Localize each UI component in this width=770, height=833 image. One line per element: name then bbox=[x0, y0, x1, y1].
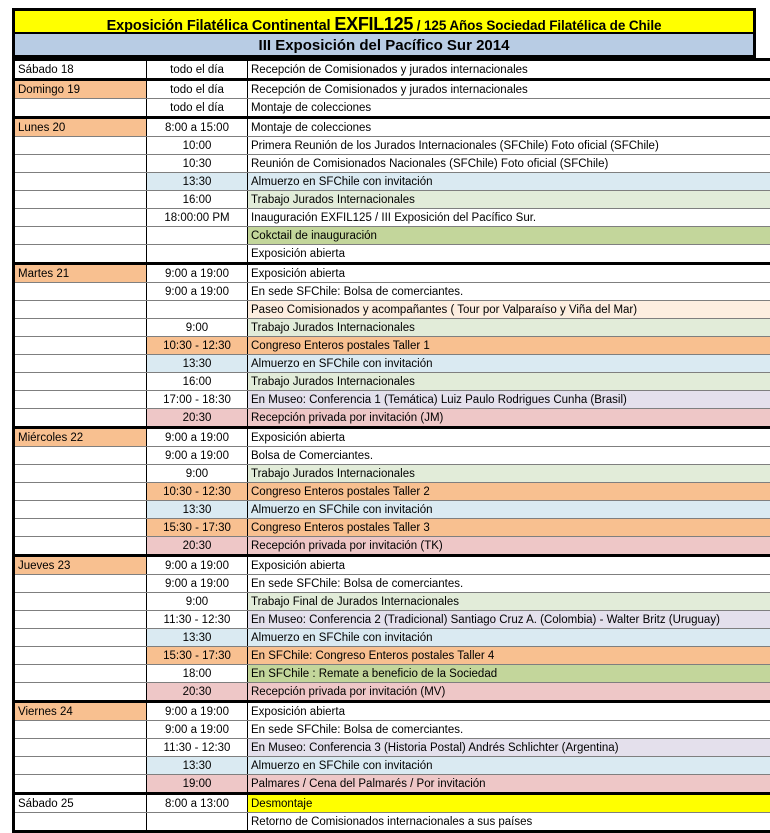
time-cell: 9:00 a 19:00 bbox=[147, 556, 248, 575]
table-row bbox=[14, 428, 770, 447]
day-cell bbox=[14, 593, 147, 611]
event-title-part1: Exposición Filatélica Continental bbox=[107, 18, 335, 34]
time-cell: 9:00 a 19:00 bbox=[147, 447, 248, 465]
day-cell bbox=[14, 227, 147, 245]
table-row bbox=[14, 373, 770, 391]
day-cell bbox=[14, 137, 147, 155]
day-cell bbox=[14, 683, 147, 702]
event-title-part2: / 125 Años Sociedad Filatélica de Chile bbox=[413, 18, 661, 33]
description-cell: Congreso Enteros postales Taller 3 bbox=[248, 519, 770, 537]
table-row bbox=[14, 60, 770, 80]
description-cell: Inauguración EXFIL125 / III Exposición del Pacífico Sur. bbox=[248, 209, 770, 227]
table-row bbox=[14, 611, 770, 629]
time-cell: 18:00:00 PM bbox=[147, 209, 248, 227]
description-cell: Exposición abierta bbox=[248, 245, 770, 264]
description-cell: Reunión de Comisionados Nacionales (SFChile) Foto oficial (SFChile) bbox=[248, 155, 770, 173]
description-cell: Almuerzo en SFChile con invitación bbox=[248, 501, 770, 519]
description-cell: Desmontaje bbox=[248, 794, 770, 813]
day-cell: Jueves 23 bbox=[14, 556, 147, 575]
description-cell: Montaje de colecciones bbox=[248, 99, 770, 118]
schedule-table-body bbox=[14, 60, 770, 832]
day-cell: Martes 21 bbox=[14, 264, 147, 283]
day-cell bbox=[14, 245, 147, 264]
time-cell: 11:30 - 12:30 bbox=[147, 739, 248, 757]
description-cell: Primera Reunión de los Jurados Internacionales (SFChile) Foto oficial (SFChile) bbox=[248, 137, 770, 155]
time-cell: 9:00 a 19:00 bbox=[147, 428, 248, 447]
description-cell: En Museo: Conferencia 2 (Tradicional) Santiago Cruz A. (Colombia) - Walter Britz (Uruguay) bbox=[248, 611, 770, 629]
time-cell: 8:00 a 15:00 bbox=[147, 118, 248, 137]
time-cell: 9:00 a 19:00 bbox=[147, 264, 248, 283]
table-row bbox=[14, 556, 770, 575]
description-cell: Trabajo Final de Jurados Internacionales bbox=[248, 593, 770, 611]
description-cell: Congreso Enteros postales Taller 2 bbox=[248, 483, 770, 501]
table-row bbox=[14, 283, 770, 301]
table-row bbox=[14, 391, 770, 409]
time-cell: 16:00 bbox=[147, 191, 248, 209]
time-cell: 10:30 - 12:30 bbox=[147, 337, 248, 355]
event-title-banner bbox=[12, 8, 756, 34]
table-row bbox=[14, 757, 770, 775]
time-cell: 15:30 - 17:30 bbox=[147, 647, 248, 665]
description-cell: Recepción privada por invitación (JM) bbox=[248, 409, 770, 428]
table-row bbox=[14, 264, 770, 283]
description-cell: En Museo: Conferencia 1 (Temática) Luiz Paulo Rodrigues Cunha (Brasil) bbox=[248, 391, 770, 409]
time-cell: 13:30 bbox=[147, 355, 248, 373]
description-cell: En SFChile : Remate a beneficio de la Sociedad bbox=[248, 665, 770, 683]
time-cell bbox=[147, 813, 248, 832]
table-row bbox=[14, 137, 770, 155]
time-cell: 10:30 - 12:30 bbox=[147, 483, 248, 501]
description-cell: Almuerzo en SFChile con invitación bbox=[248, 757, 770, 775]
day-cell bbox=[14, 99, 147, 118]
day-cell bbox=[14, 647, 147, 665]
day-cell bbox=[14, 629, 147, 647]
table-row bbox=[14, 519, 770, 537]
day-cell bbox=[14, 611, 147, 629]
day-cell bbox=[14, 447, 147, 465]
table-row bbox=[14, 775, 770, 794]
description-cell: Retorno de Comisionados internacionales a sus países bbox=[248, 813, 770, 832]
time-cell: 9:00 bbox=[147, 593, 248, 611]
description-cell: Recepción privada por invitación (MV) bbox=[248, 683, 770, 702]
day-cell: Domingo 19 bbox=[14, 80, 147, 99]
time-cell: 19:00 bbox=[147, 775, 248, 794]
description-cell: En sede SFChile: Bolsa de comerciantes. bbox=[248, 721, 770, 739]
description-cell: Congreso Enteros postales Taller 1 bbox=[248, 337, 770, 355]
description-cell: En SFChile: Congreso Enteros postales Taller 4 bbox=[248, 647, 770, 665]
time-cell: 15:30 - 17:30 bbox=[147, 519, 248, 537]
day-cell bbox=[14, 409, 147, 428]
time-cell: 20:30 bbox=[147, 683, 248, 702]
table-row bbox=[14, 173, 770, 191]
table-row bbox=[14, 99, 770, 118]
table-row bbox=[14, 647, 770, 665]
time-cell: 8:00 a 13:00 bbox=[147, 794, 248, 813]
table-row bbox=[14, 501, 770, 519]
day-cell bbox=[14, 575, 147, 593]
table-row bbox=[14, 227, 770, 245]
table-row bbox=[14, 683, 770, 702]
day-cell bbox=[14, 373, 147, 391]
time-cell: 13:30 bbox=[147, 757, 248, 775]
table-row bbox=[14, 337, 770, 355]
day-cell bbox=[14, 191, 147, 209]
description-cell: En sede SFChile: Bolsa de comerciantes. bbox=[248, 575, 770, 593]
time-cell: 13:30 bbox=[147, 173, 248, 191]
table-row bbox=[14, 665, 770, 683]
day-cell: Sábado 18 bbox=[14, 60, 147, 80]
description-cell: Almuerzo en SFChile con invitación bbox=[248, 355, 770, 373]
description-cell: Palmares / Cena del Palmarés / Por invitación bbox=[248, 775, 770, 794]
table-row bbox=[14, 409, 770, 428]
table-row bbox=[14, 721, 770, 739]
description-cell: Cokctail de inauguración bbox=[248, 227, 770, 245]
day-cell: Miércoles 22 bbox=[14, 428, 147, 447]
description-cell: Recepción de Comisionados y jurados internacionales bbox=[248, 60, 770, 80]
table-row bbox=[14, 245, 770, 264]
time-cell: 9:00 bbox=[147, 319, 248, 337]
description-cell: Trabajo Jurados Internacionales bbox=[248, 319, 770, 337]
day-cell bbox=[14, 813, 147, 832]
exposition-schedule bbox=[12, 8, 756, 833]
day-cell bbox=[14, 465, 147, 483]
table-row bbox=[14, 629, 770, 647]
time-cell: 9:00 a 19:00 bbox=[147, 702, 248, 721]
description-cell: Trabajo Jurados Internacionales bbox=[248, 465, 770, 483]
table-row bbox=[14, 209, 770, 227]
time-cell: 17:00 - 18:30 bbox=[147, 391, 248, 409]
description-cell: Paseo Comisionados y acompañantes ( Tour por Valparaíso y Viña del Mar) bbox=[248, 301, 770, 319]
table-row bbox=[14, 191, 770, 209]
day-cell bbox=[14, 283, 147, 301]
event-subtitle: III Exposición del Pacífico Sur 2014 bbox=[259, 37, 510, 54]
time-cell bbox=[147, 245, 248, 264]
description-cell: Recepción de Comisionados y jurados internacionales bbox=[248, 80, 770, 99]
table-row bbox=[14, 447, 770, 465]
day-cell: Viernes 24 bbox=[14, 702, 147, 721]
time-cell: 11:30 - 12:30 bbox=[147, 611, 248, 629]
day-cell bbox=[14, 519, 147, 537]
description-cell: En Museo: Conferencia 3 (Historia Postal) Andrés Schlichter (Argentina) bbox=[248, 739, 770, 757]
table-row bbox=[14, 739, 770, 757]
day-cell bbox=[14, 319, 147, 337]
day-cell bbox=[14, 537, 147, 556]
description-cell: Bolsa de Comerciantes. bbox=[248, 447, 770, 465]
day-cell bbox=[14, 337, 147, 355]
description-cell: Exposición abierta bbox=[248, 702, 770, 721]
day-cell bbox=[14, 501, 147, 519]
description-cell: Exposición abierta bbox=[248, 428, 770, 447]
day-cell: Lunes 20 bbox=[14, 118, 147, 137]
table-row bbox=[14, 301, 770, 319]
time-cell: todo el día bbox=[147, 80, 248, 99]
description-cell: En sede SFChile: Bolsa de comerciantes. bbox=[248, 283, 770, 301]
table-row bbox=[14, 355, 770, 373]
time-cell bbox=[147, 227, 248, 245]
day-cell bbox=[14, 721, 147, 739]
time-cell: 9:00 a 19:00 bbox=[147, 283, 248, 301]
description-cell: Almuerzo en SFChile con invitación bbox=[248, 173, 770, 191]
event-subtitle-banner bbox=[12, 34, 756, 58]
table-row bbox=[14, 483, 770, 501]
description-cell: Montaje de colecciones bbox=[248, 118, 770, 137]
time-cell: 9:00 a 19:00 bbox=[147, 721, 248, 739]
description-cell: Exposición abierta bbox=[248, 264, 770, 283]
day-cell bbox=[14, 739, 147, 757]
time-cell: todo el día bbox=[147, 99, 248, 118]
table-row bbox=[14, 465, 770, 483]
day-cell bbox=[14, 483, 147, 501]
table-row bbox=[14, 319, 770, 337]
day-cell bbox=[14, 665, 147, 683]
time-cell: 16:00 bbox=[147, 373, 248, 391]
table-row bbox=[14, 702, 770, 721]
time-cell: 10:00 bbox=[147, 137, 248, 155]
description-cell: Almuerzo en SFChile con invitación bbox=[248, 629, 770, 647]
time-cell: 13:30 bbox=[147, 501, 248, 519]
time-cell: 18:00 bbox=[147, 665, 248, 683]
time-cell: todo el día bbox=[147, 60, 248, 80]
time-cell: 13:30 bbox=[147, 629, 248, 647]
time-cell: 20:30 bbox=[147, 537, 248, 556]
table-row bbox=[14, 118, 770, 137]
table-row bbox=[14, 813, 770, 832]
table-row bbox=[14, 593, 770, 611]
table-row bbox=[14, 80, 770, 99]
table-row bbox=[14, 537, 770, 556]
description-cell: Exposición abierta bbox=[248, 556, 770, 575]
description-cell: Recepción privada por invitación (TK) bbox=[248, 537, 770, 556]
day-cell bbox=[14, 301, 147, 319]
table-row bbox=[14, 155, 770, 173]
time-cell: 9:00 a 19:00 bbox=[147, 575, 248, 593]
day-cell: Sábado 25 bbox=[14, 794, 147, 813]
time-cell: 9:00 bbox=[147, 465, 248, 483]
day-cell bbox=[14, 355, 147, 373]
schedule-table bbox=[12, 58, 770, 833]
table-row bbox=[14, 575, 770, 593]
time-cell bbox=[147, 301, 248, 319]
time-cell: 10:30 bbox=[147, 155, 248, 173]
time-cell: 20:30 bbox=[147, 409, 248, 428]
description-cell: Trabajo Jurados Internacionales bbox=[248, 191, 770, 209]
event-title-code: EXFIL125 bbox=[334, 14, 413, 34]
day-cell bbox=[14, 173, 147, 191]
day-cell bbox=[14, 775, 147, 794]
day-cell bbox=[14, 155, 147, 173]
day-cell bbox=[14, 757, 147, 775]
day-cell bbox=[14, 391, 147, 409]
day-cell bbox=[14, 209, 147, 227]
description-cell: Trabajo Jurados Internacionales bbox=[248, 373, 770, 391]
